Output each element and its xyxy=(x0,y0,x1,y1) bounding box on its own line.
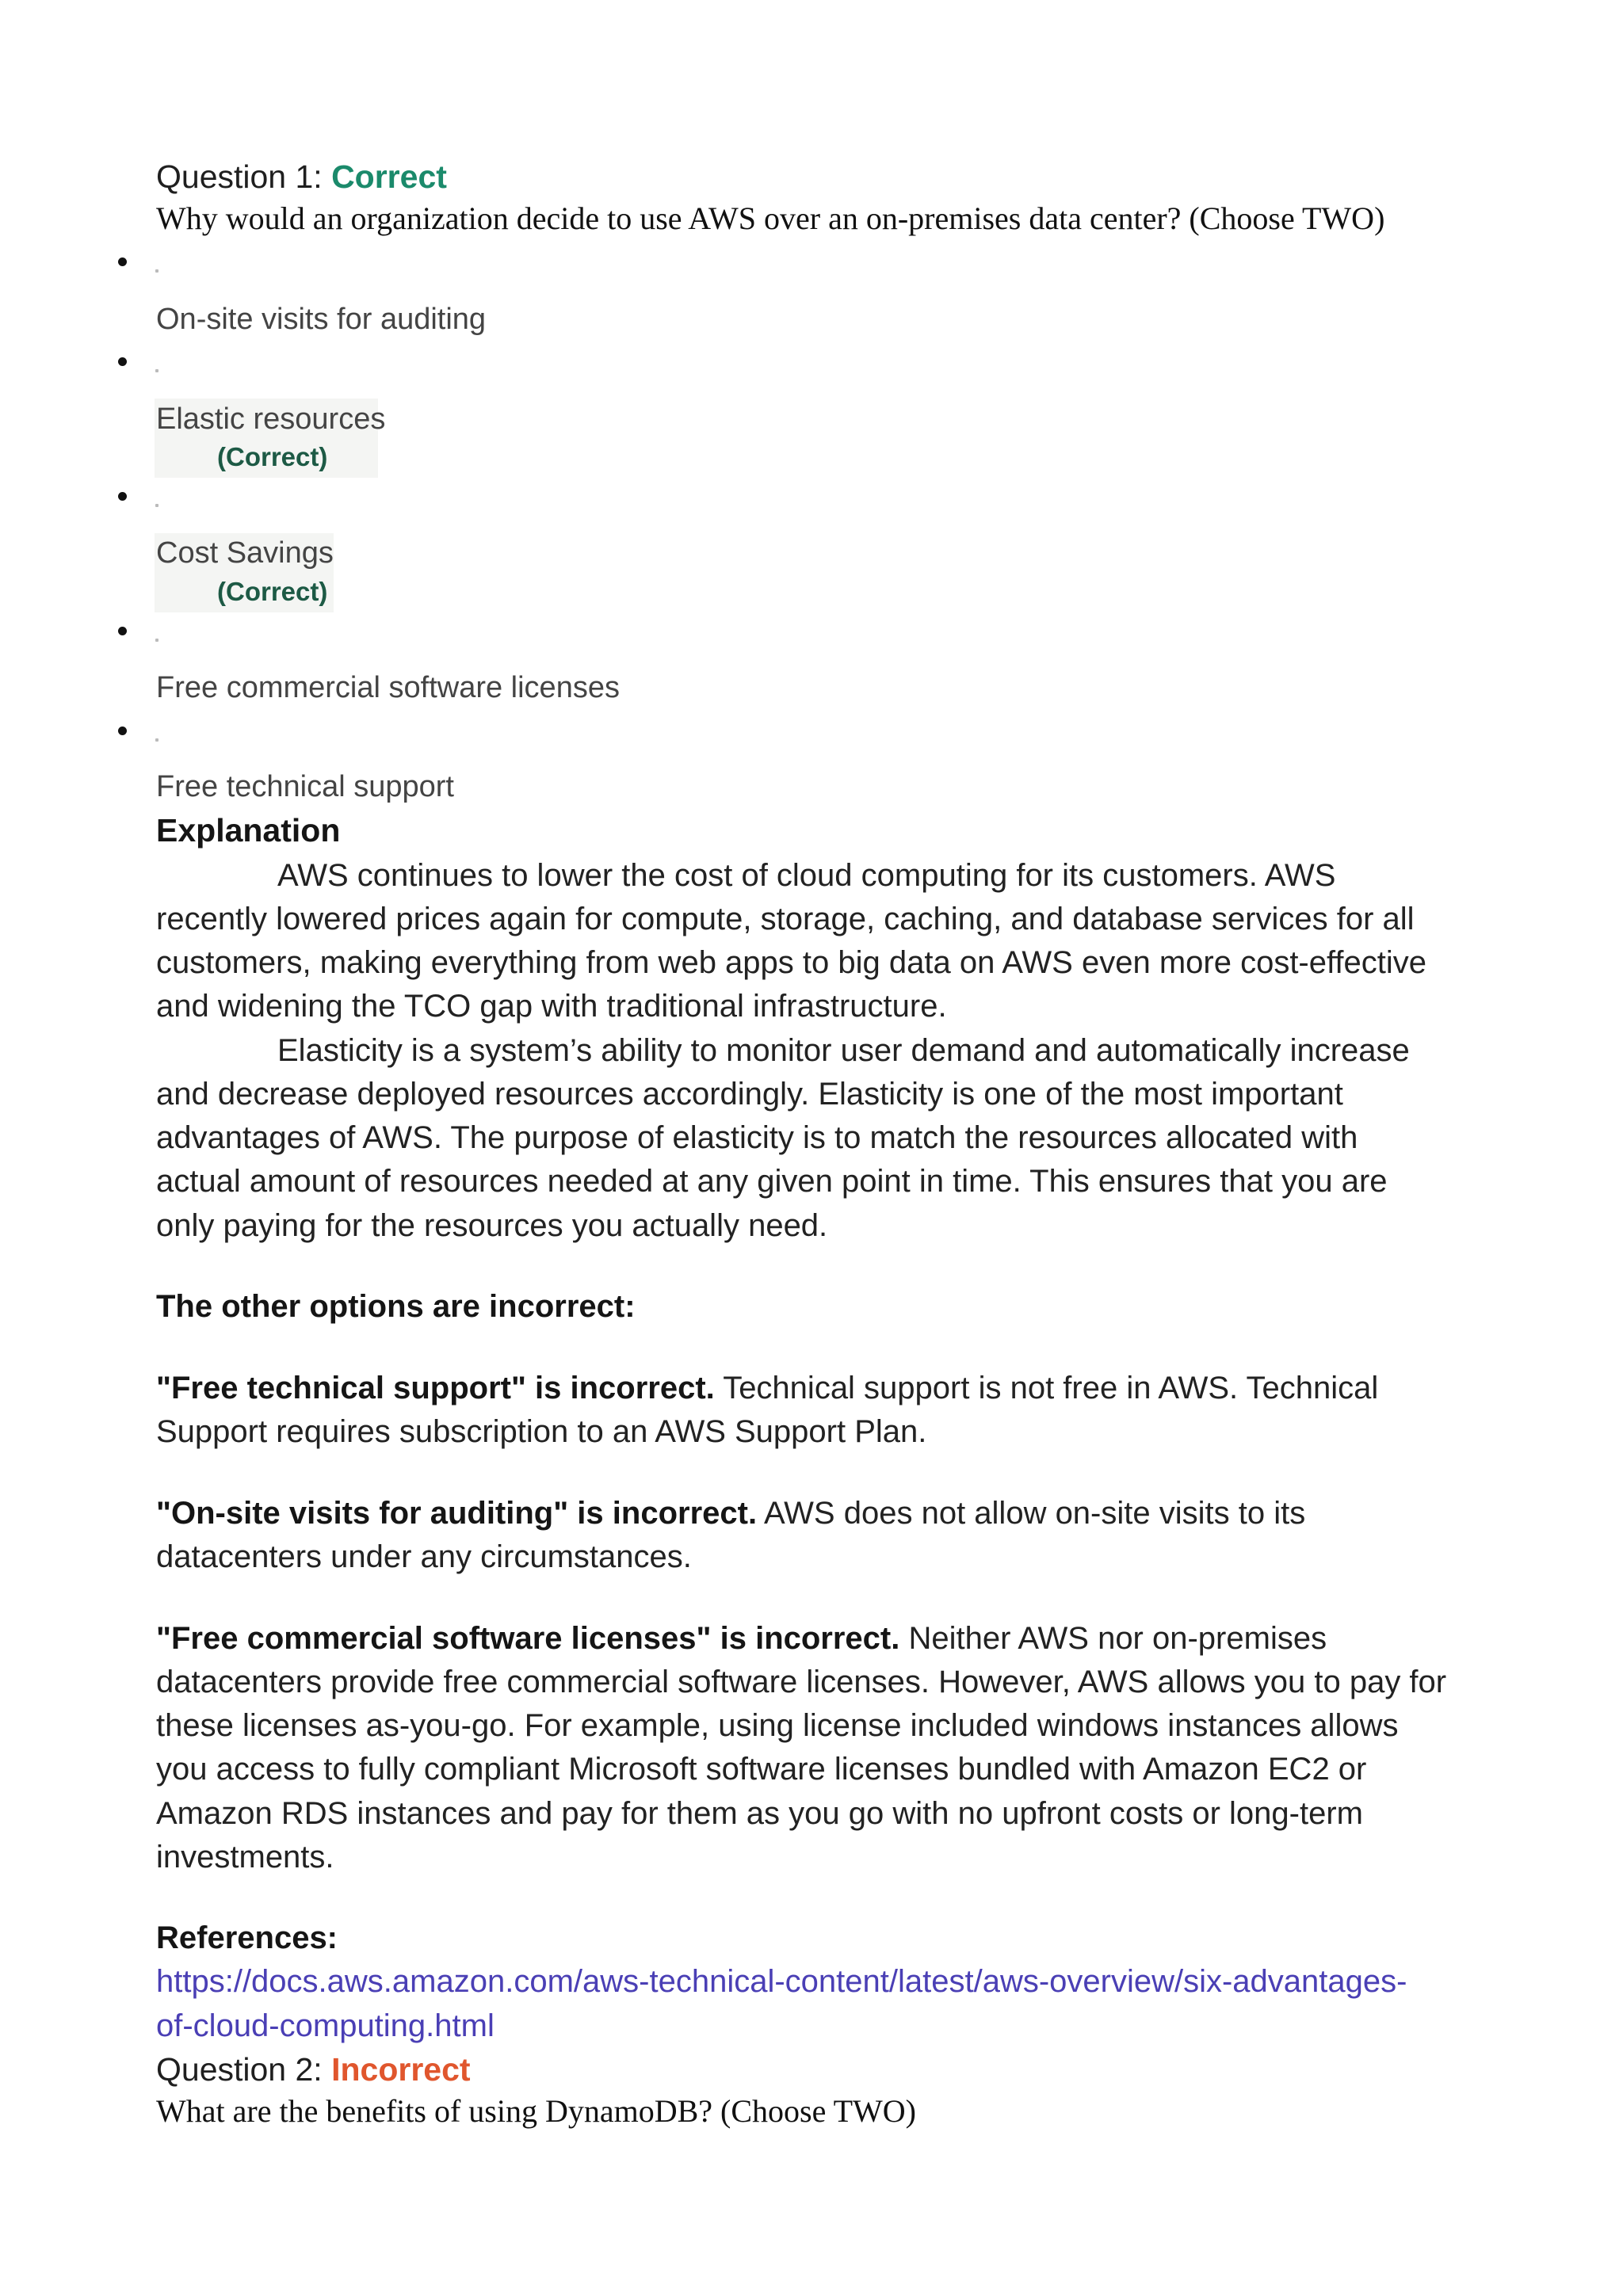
option-2-radio[interactable] xyxy=(155,369,158,372)
option-1-radio[interactable] xyxy=(155,269,158,273)
incorrect-option-2-bold: "On-site visits for auditing" is incorrect. xyxy=(156,1496,758,1531)
option-3-label: Cost Savings xyxy=(156,536,334,570)
bullet-icon xyxy=(118,627,127,635)
option-2-correct-tag: (Correct) xyxy=(217,442,328,471)
bullet-icon xyxy=(118,257,127,266)
explanation-title: Explanation xyxy=(156,812,341,849)
incorrect-option-3-line: datacenters provide free commercial software licenses. However, AWS allows you to pay for xyxy=(156,1665,1447,1699)
question-1-status-badge: Correct xyxy=(331,158,447,195)
question-2-status-badge: Incorrect xyxy=(331,2051,471,2088)
incorrect-option-2-line: datacenters under any circumstances. xyxy=(156,1539,692,1574)
incorrect-option-3-line: you access to fully compliant Microsoft software licenses bundled with Amazon EC2 or xyxy=(156,1752,1367,1787)
incorrect-option-2-rest: AWS does not allow on-site visits to its xyxy=(757,1496,1306,1531)
incorrect-option-3-line: investments. xyxy=(156,1840,334,1875)
incorrect-option-3-line: these licenses as-you-go. For example, using license included windows instances allows xyxy=(156,1708,1399,1743)
option-4-label: Free commercial software licenses xyxy=(156,671,620,704)
explanation-p2-line: Elasticity is a system’s ability to monitor user demand and automatically increase xyxy=(277,1033,1410,1068)
other-options-heading: The other options are incorrect: xyxy=(156,1289,636,1324)
option-4-radio[interactable] xyxy=(155,639,158,642)
incorrect-option-3-line xyxy=(156,1621,1327,1657)
option-3-correct-tag: (Correct) xyxy=(217,577,328,606)
explanation-p1-line: recently lowered prices again for compute, storage, caching, and database services for all xyxy=(156,902,1415,936)
option-5-radio[interactable] xyxy=(155,738,158,742)
option-5-label: Free technical support xyxy=(156,770,454,803)
explanation-p2-line: only paying for the resources you actually need. xyxy=(156,1208,828,1243)
question-1-text: Why would an organization decide to use AWS over an on-premises data center? (Choose TWO) xyxy=(156,200,1385,236)
question-2-prefix: Question 2: xyxy=(156,2051,332,2088)
reference-link[interactable]: of-cloud-computing.html xyxy=(156,2008,495,2043)
incorrect-option-2-line xyxy=(156,1496,1305,1531)
option-1-label: On-site visits for auditing xyxy=(156,303,487,336)
explanation-p1-line: and widening the TCO gap with traditional infrastructure. xyxy=(156,989,947,1024)
explanation-p2-line: actual amount of resources needed at any given point in time. This ensures that you are xyxy=(156,1164,1388,1199)
incorrect-option-3-bold: "Free commercial software licenses" is incorrect. xyxy=(156,1621,900,1656)
bullet-icon xyxy=(118,357,127,366)
incorrect-option-1-line: Support requires subscription to an AWS Support Plan. xyxy=(156,1414,927,1449)
explanation-p2-line: advantages of AWS. The purpose of elasticity is to match the resources allocated with xyxy=(156,1120,1358,1155)
option-3-radio[interactable] xyxy=(155,504,158,507)
explanation-p1-line: AWS continues to lower the cost of cloud computing for its customers. AWS xyxy=(277,858,1336,893)
bullet-icon xyxy=(118,492,127,501)
incorrect-option-1-bold: "Free technical support" is incorrect. xyxy=(156,1371,715,1405)
incorrect-option-1-rest: Technical support is not free in AWS. Technical xyxy=(714,1371,1379,1405)
incorrect-option-1-line xyxy=(156,1371,1378,1406)
question-2-text: What are the benefits of using DynamoDB? (Choose TWO) xyxy=(156,2093,917,2129)
explanation-p2-line: and decrease deployed resources accordingly. Elasticity is one of the most important xyxy=(156,1077,1343,1112)
incorrect-option-3-line: Amazon RDS instances and pay for them as you go with no upfront costs or long-term xyxy=(156,1796,1363,1831)
bullet-icon xyxy=(118,727,127,735)
references-heading: References: xyxy=(156,1920,338,1955)
question-1-heading xyxy=(156,158,447,196)
option-2-label: Elastic resources xyxy=(156,402,386,436)
incorrect-option-3-rest: Neither AWS nor on-premises xyxy=(899,1621,1327,1656)
reference-link[interactable]: https://docs.aws.amazon.com/aws-technical-content/latest/aws-overview/six-advantages- xyxy=(156,1964,1407,1999)
question-2-heading xyxy=(156,2051,471,2088)
explanation-p1-line: customers, making everything from web apps to big data on AWS even more cost-effective xyxy=(156,945,1426,980)
question-1-prefix: Question 1: xyxy=(156,158,332,195)
